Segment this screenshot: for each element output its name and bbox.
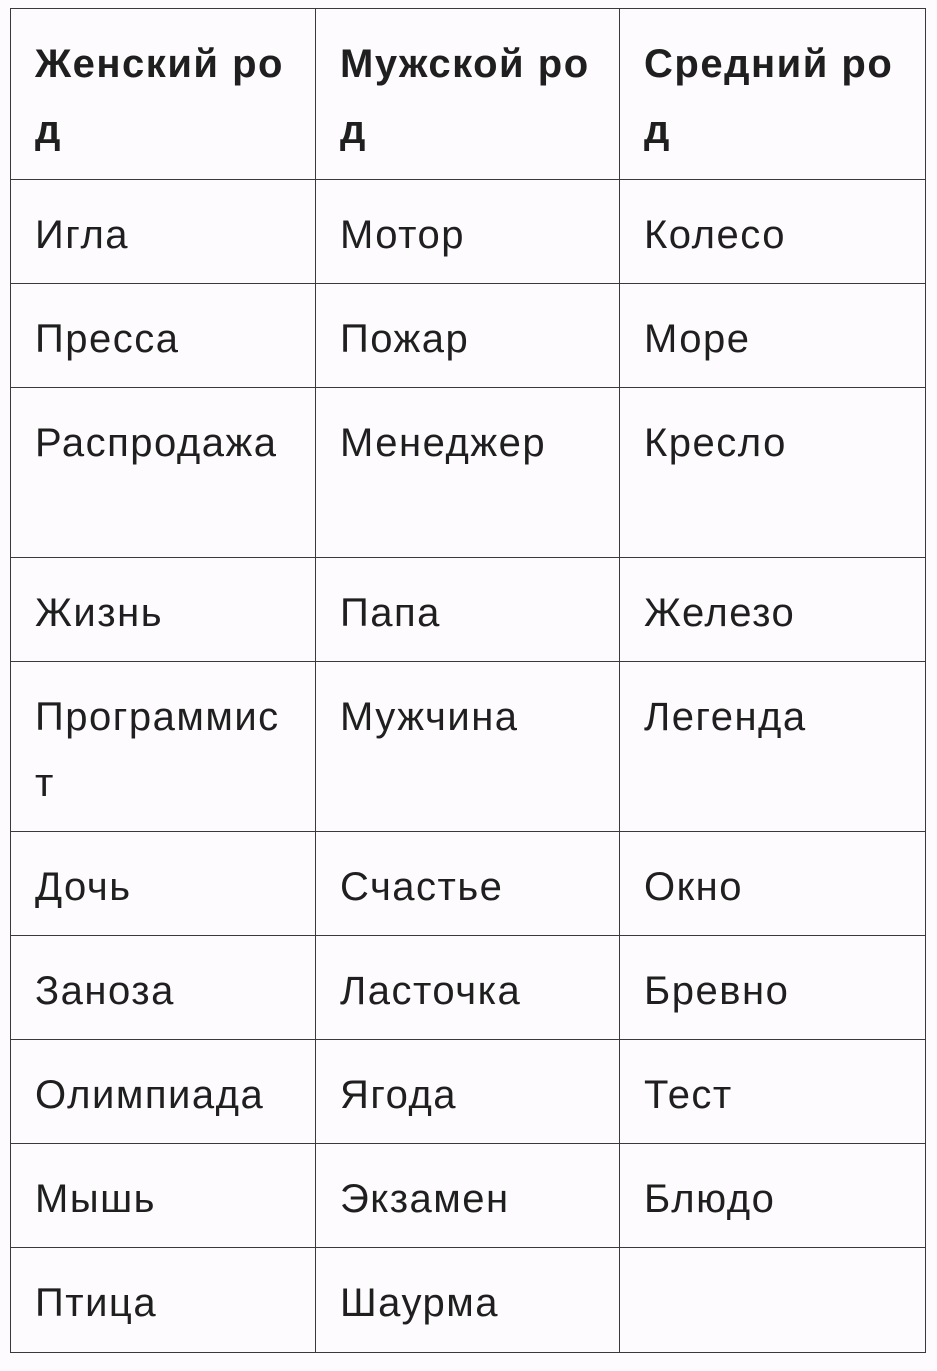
table-cell: Легенда bbox=[620, 662, 926, 832]
table-row bbox=[11, 558, 926, 662]
table-cell: Экзамен bbox=[316, 1144, 620, 1248]
table-cell: Железо bbox=[620, 558, 926, 662]
table-cell: Заноза bbox=[11, 936, 316, 1040]
table-cell: Мужчина bbox=[316, 662, 620, 832]
table-cell: Пожар bbox=[316, 284, 620, 388]
table-cell: Ласточка bbox=[316, 936, 620, 1040]
table-cell: Бревно bbox=[620, 936, 926, 1040]
table-row bbox=[11, 388, 926, 558]
table-cell: Менеджер bbox=[316, 388, 620, 558]
table-row bbox=[11, 1248, 926, 1353]
table-row bbox=[11, 1144, 926, 1248]
table-cell: Мышь bbox=[11, 1144, 316, 1248]
table-cell: Счастье bbox=[316, 832, 620, 936]
table-cell: Распродажа bbox=[11, 388, 316, 558]
table-cell: Море bbox=[620, 284, 926, 388]
header-feminine: Женский род bbox=[11, 9, 316, 180]
table-cell bbox=[620, 1248, 926, 1353]
table-cell: Блюдо bbox=[620, 1144, 926, 1248]
gender-table bbox=[10, 8, 926, 1353]
header-neuter: Средний род bbox=[620, 9, 926, 180]
table-row bbox=[11, 1040, 926, 1144]
table-cell: Олимпиада bbox=[11, 1040, 316, 1144]
table-row bbox=[11, 284, 926, 388]
table-row bbox=[11, 662, 926, 832]
table-cell: Тест bbox=[620, 1040, 926, 1144]
header-row bbox=[11, 9, 926, 180]
table-cell: Птица bbox=[11, 1248, 316, 1353]
table-row bbox=[11, 180, 926, 284]
table-cell: Папа bbox=[316, 558, 620, 662]
table-cell: Шаурма bbox=[316, 1248, 620, 1353]
table-cell: Дочь bbox=[11, 832, 316, 936]
table-cell: Жизнь bbox=[11, 558, 316, 662]
table-cell: Мотор bbox=[316, 180, 620, 284]
table-cell: Ягода bbox=[316, 1040, 620, 1144]
table-cell: Колесо bbox=[620, 180, 926, 284]
table-cell: Кресло bbox=[620, 388, 926, 558]
table-row bbox=[11, 832, 926, 936]
table-row bbox=[11, 936, 926, 1040]
table-cell: Игла bbox=[11, 180, 316, 284]
header-masculine: Мужской род bbox=[316, 9, 620, 180]
table-cell: Программист bbox=[11, 662, 316, 832]
table-cell: Пресса bbox=[11, 284, 316, 388]
table-cell: Окно bbox=[620, 832, 926, 936]
